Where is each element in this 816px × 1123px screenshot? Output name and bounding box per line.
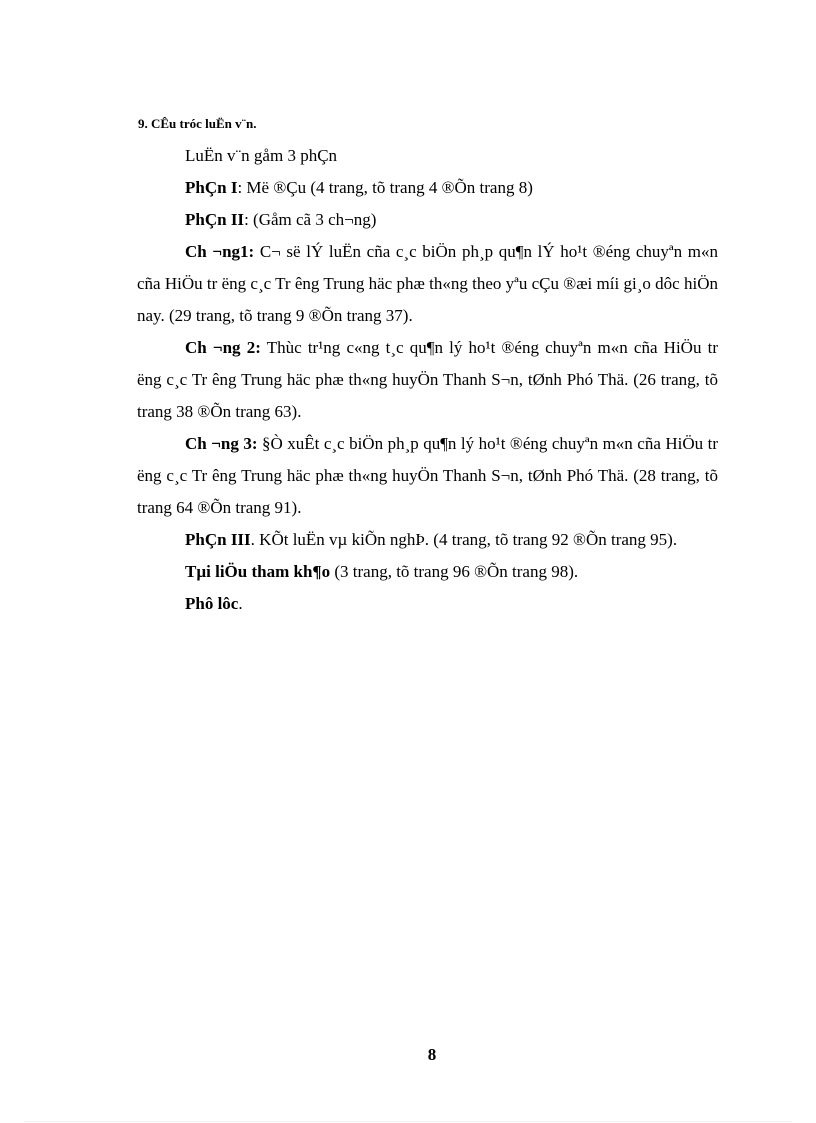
section-heading: 9. CÊu tróc luËn v¨n. [138, 116, 257, 131]
paragraph-part-1 [137, 172, 718, 204]
paragraph-lead: PhÇn I [185, 178, 238, 197]
paragraph-chapter-1 [137, 236, 718, 332]
paragraph-appendix [137, 588, 718, 620]
paragraph-chapter-2 [137, 332, 718, 428]
paragraph-text: §Ò xuÊt c¸c biÖn ph¸p qu¶n lý ho¹t ®éng chuyªn m«n cña HiÖu tr ëng c¸c Tr êng Trung häc phæ th«ng huyÖn Thanh S¬n, tØnh Phó Thä. (28 trang, tõ trang 64 ®Õn trang 91). [137, 434, 718, 517]
paragraph-text: LuËn v¨n gåm 3 phÇn [185, 146, 338, 165]
paragraph-lead: PhÇn II [185, 210, 245, 229]
paragraph-lead: Tµi liÖu tham kh¶o [185, 562, 331, 581]
paragraph-part-2 [137, 204, 718, 236]
paragraph-lead: Phô lôc [185, 594, 239, 613]
paragraph-lead: Ch ¬ng 3: [185, 434, 258, 453]
paragraph-text: Thùc tr¹ng c«ng t¸c qu¶n lý ho¹t ®éng chuyªn m«n cña HiÖu tr ëng c¸c Tr êng Trung häc phæ th«ng huyÖn Thanh S¬n, tØnh Phó Thä. (26 trang, tõ trang 38 ®Õn trang 63). [137, 338, 718, 421]
paragraph-text: C¬ së lÝ luËn cña c¸c biÖn ph¸p qu¶n lÝ ho¹t ®éng chuyªn m«n cña HiÖu tr ëng c¸c Tr êng Trung häc phæ th«ng theo yªu cÇu ®æi míi gi¸o dôc hiÖn nay. (29 trang, tõ trang 9 ®Õn trang 37). [137, 242, 718, 325]
paragraph-part-3 [137, 524, 718, 556]
page-number: 8 [427, 1045, 437, 1064]
paragraph-lead: PhÇn III [185, 530, 251, 549]
paragraph-text: : Më ®Çu (4 trang, tõ trang 4 ®Õn trang 8) [237, 178, 533, 197]
paragraph-text: . [238, 594, 243, 613]
paragraph-lead: Ch ¬ng 2: [185, 338, 261, 357]
paragraph-structure-intro [137, 140, 718, 172]
paragraph-chapter-3 [137, 428, 718, 524]
paragraph-text: (3 trang, tõ trang 96 ®Õn trang 98). [330, 562, 579, 581]
paragraph-lead: Ch ¬ng1: [185, 242, 255, 261]
body-text [137, 140, 718, 620]
paragraph-text: . KÕt luËn vµ kiÕn nghÞ. (4 trang, tõ trang 92 ®Õn trang 95). [250, 530, 678, 549]
paragraph-text: : (Gåm cã 3 ch¬ng) [244, 210, 377, 229]
page-bottom-divider [24, 1121, 792, 1122]
paragraph-references [137, 556, 718, 588]
